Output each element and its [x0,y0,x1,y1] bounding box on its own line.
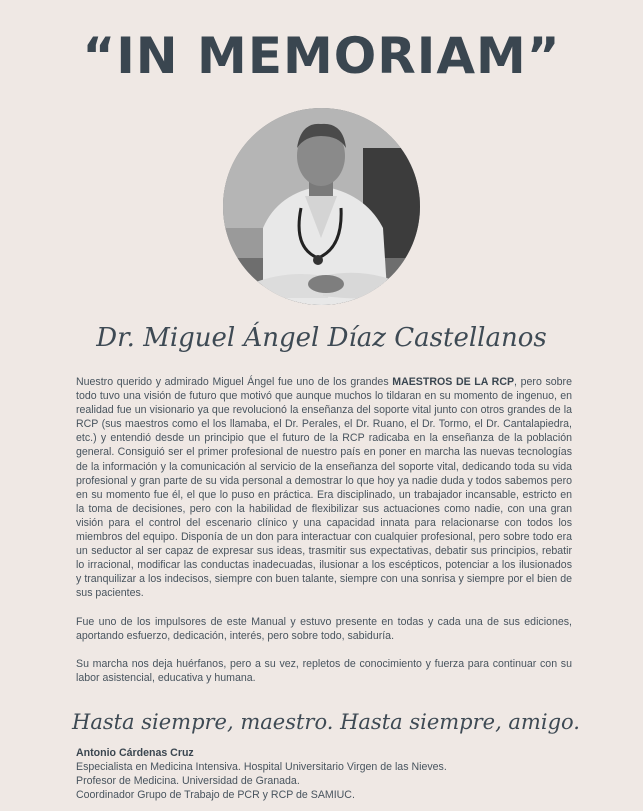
signature-line: Profesor de Medicina. Universidad de Granada. [76,775,300,788]
signature-line: Especialista en Medicina Intensiva. Hospital Universitario Virgen de las Nieves. [76,761,447,774]
signature-block [76,746,596,802]
paragraph-3: Su marcha nos deja huérfanos, pero a su vez, repletos de conocimiento y fuerza para continuar con su labor asistencial, educativa y humana. [76,657,572,684]
paragraph-2: Fue uno de los impulsores de este Manual y estuvo presente en todas y cada una de sus ediciones, aportando esfuerzo, dedicación, interés, pero sobre todo, sabiduría. [76,615,572,642]
farewell-line: Hasta siempre, maestro. Hasta siempre, amigo. [72,710,580,734]
emphasis-text: MAESTROS DE LA RCP [392,376,515,388]
memorial-text [76,375,572,699]
signature-name: Antonio Cárdenas Cruz [76,747,194,759]
honoree-name: Dr. Miguel Ángel Díaz Castellanos [96,323,547,353]
portrait-photo [223,108,420,305]
page-title: “IN MEMORIAM” [82,27,561,85]
signature-line: Coordinador Grupo de Trabajo de PCR y RCP de SAMIUC. [76,789,355,802]
paragraph-1: Nuestro querido y admirado Miguel Ángel fue uno de los grandes MAESTROS DE LA RCP, pero sobre todo tuvo una visión de futuro que motivó que aunque muchos lo tildaran en su momento de ingenuo, en realidad fue un visionario ya que revolucionó la enseñanza del soporte vital junto con otros grandes de la RCP (sus maestros como el los llamaba, el Dr. Perales, el Dr. Ruano, el Dr. Tormo, el Dr. Cantalapiedra, etc.) y entendió desde un principio que el futuro de la RCP radicaba en la enseñanza de la población general. Consiguió ser el primer profesional de nuestro país en poner en marcha las nuevas tecnologías de la información y la comunicación al servicio de la enseñanza del soporte vital, dedicando toda su vida profesional y gran parte de su vida personal a demostrar lo que hoy ya nadie duda y todos sabemos pero en su momento fue él, el que lo puso en práctica. Era disciplinado, un trabajador incansable, estricto en la toma de decisiones, pero con la habilidad de flexibilizar sus actuaciones como nadie, con una gran visión para el control del escenario clínico y una capacidad innata para relacionarse con todos los miembros del equipo. Disponía de un don para interactuar con cualquier profesional, pero sobre todo era un seductor al ser capaz de expresar sus ideas, trasmitir sus expectativas, debatir sus principios, rebatir lo irracional, modificar las conductas inadecuadas, ilusionar a los escépticos, potenciar a los ilusionados y tranquilizar a los indecisos, siempre con buen talante, siempre con una sonrisa y siempre por el bien de sus pacientes. [76,376,572,600]
